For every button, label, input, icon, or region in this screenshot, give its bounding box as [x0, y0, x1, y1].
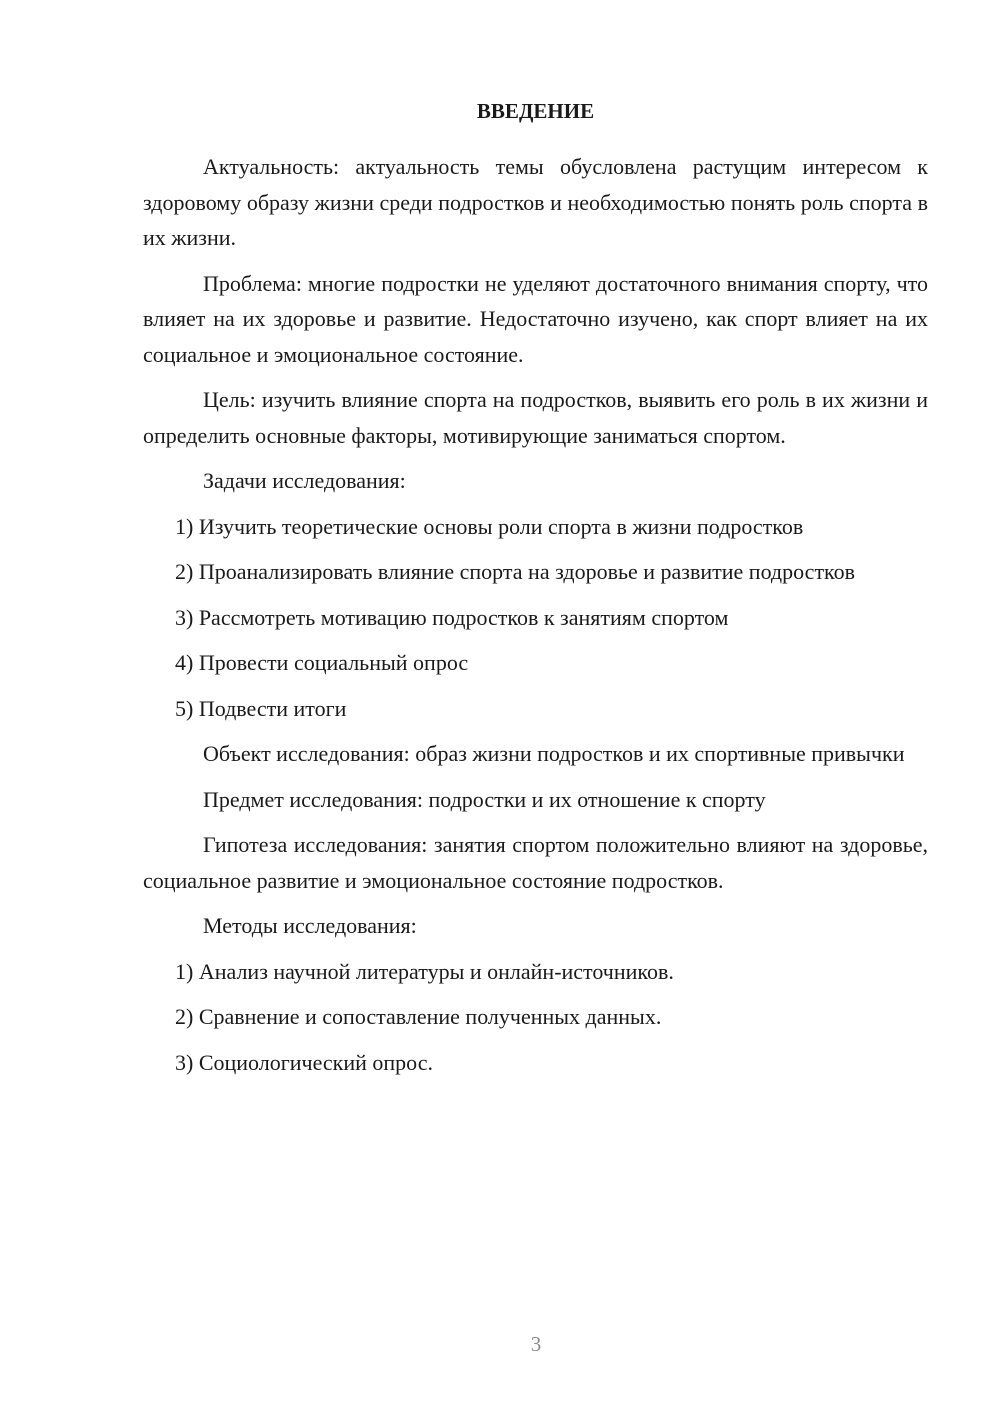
- task-item-5: 5) Подвести итоги: [175, 695, 347, 721]
- method-item-1: 1) Анализ научной литературы и онлайн-источников.: [175, 958, 674, 984]
- tasks-heading: Задачи исследования:: [203, 468, 406, 493]
- section-title: ВВЕДЕНИЕ: [476, 99, 595, 123]
- document-page: [143, 93, 928, 1090]
- paragraph-object: Объект исследования: образ жизни подростков и их спортивные привычки: [203, 741, 905, 766]
- task-item-3: 3) Рассмотреть мотивацию подростков к занятиям спортом: [175, 604, 729, 630]
- page-number: 3: [530, 1332, 542, 1356]
- paragraph-goal: Цель: изучить влияние спорта на подростков, выявить его роль в их жизни и определить основные факторы, мотивирующие заниматься спортом.: [143, 387, 928, 448]
- paragraph-relevance: Актуальность: актуальность темы обусловлена растущим интересом к здоровому образу жизни среди подростков и необходимостью понять роль спорта в их жизни.: [143, 154, 928, 250]
- paragraph-subject: Предмет исследования: подростки и их отношение к спорту: [203, 786, 766, 812]
- method-item-3: 3) Социологический опрос.: [175, 1049, 433, 1075]
- paragraph-problem: Проблема: многие подростки не уделяют достаточного внимания спорту, что влияет на их здоровье и развитие. Недостаточно изучено, как спорт влияет на их социальное и эмоциональное состояние.: [143, 270, 928, 367]
- paragraph-hypothesis: Гипотеза исследования: занятия спортом положительно влияют на здоровье, социальное развитие и эмоциональное состояние подростков.: [143, 832, 928, 893]
- task-item-4: 4) Провести социальный опрос: [175, 650, 469, 675]
- methods-heading: Методы исследования:: [203, 913, 417, 938]
- method-item-2: 2) Сравнение и сопоставление полученных данных.: [175, 1004, 662, 1029]
- task-item-2: 2) Проанализировать влияние спорта на здоровье и развитие подростков: [175, 559, 856, 584]
- task-item-1: 1) Изучить теоретические основы роли спорта в жизни подростков: [175, 513, 804, 539]
